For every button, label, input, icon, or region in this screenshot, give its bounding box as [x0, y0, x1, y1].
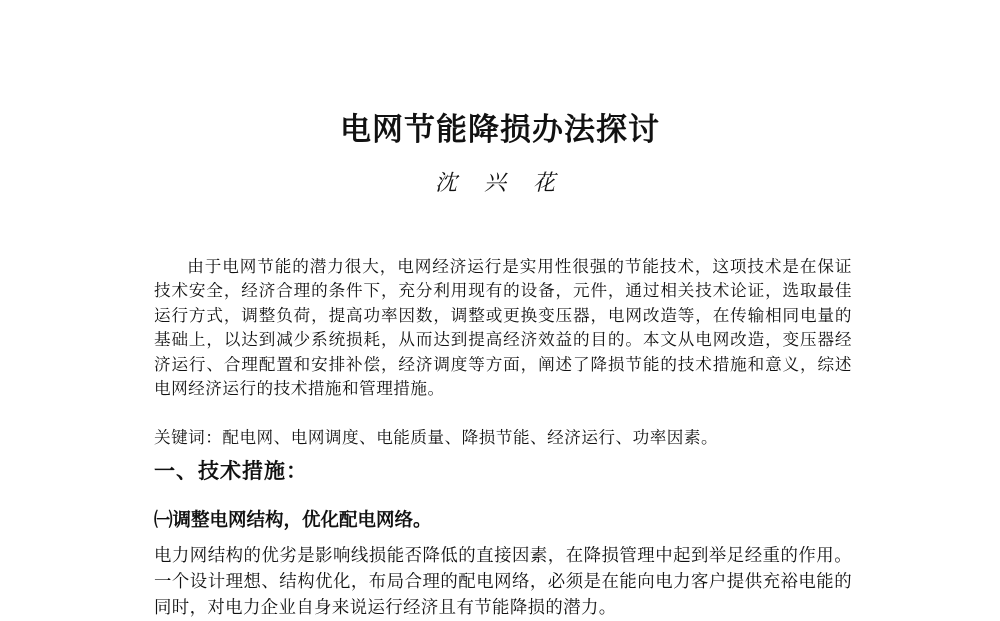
section-heading: 一、技术措施：	[154, 459, 308, 483]
document-title: 电网节能降损办法探讨	[340, 112, 660, 148]
abstract-paragraph: 由于电网节能的潜力很大，电网经济运行是实用性很强的节能技术，这项技术是在保证技术安全，经济合理的条件下，充分利用现有的设备，元件，通过相关技术论证，选取最佳运行方式，调整负荷，提高功率因数，调整或更换变压器，电网改造等，在传输相同电量的基础上，以达到减少系统损耗，从而达到提高经济效益的目的。本文从电网改造，变压器经济运行、合理配置和安排补偿，经济调度等方面，阐述了降损节能的技术措施和意义，综述电网经济运行的技术措施和管理措施。	[154, 257, 852, 399]
body-paragraph: 电力网结构的优劣是影响线损能否降低的直接因素，在降损管理中起到举足经重的作用。一个设计理想、结构优化，布局合理的配电网络，必须是在能向电力客户提供充裕电能的同时，对电力企业自身来说运行经济且有节能降损的潜力。	[154, 546, 852, 618]
subsection-heading: ㈠调整电网结构，优化配电网络。	[154, 510, 432, 531]
keywords-line: 关键词：配电网、电网调度、电能质量、降损节能、经济运行、功率因素。	[154, 428, 719, 447]
document-author: 沈 兴 花	[435, 171, 565, 196]
